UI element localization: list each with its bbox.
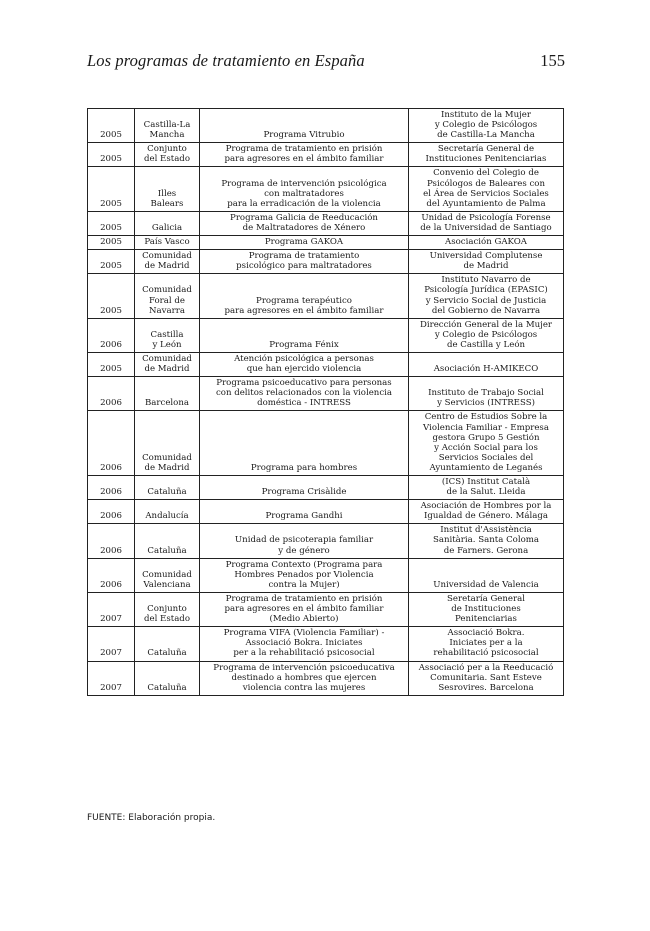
year-cell: 2005 <box>88 143 135 167</box>
region-cell: Barcelona <box>135 377 200 411</box>
source-note: FUENTE: Elaboración propia. <box>87 813 216 823</box>
program-cell: Atención psicológica a personas que han ejercido violencia <box>200 352 409 376</box>
entity-cell: Universidad de Valencia <box>409 558 564 592</box>
table-row <box>88 318 564 352</box>
entity-cell: Instituto de la Mujer y Colegio de Psicólogos de Castilla-La Mancha <box>409 109 564 143</box>
program-cell: Programa de intervención psicológica con maltratadores para la erradicación de la violencia <box>200 167 409 211</box>
table-row <box>88 476 564 500</box>
entity-cell: Associació per a la Reeducació Comunitaria. Sant Esteve Sesrovires. Barcelona <box>409 661 564 695</box>
region-cell: Andalucía <box>135 500 200 524</box>
region-cell: Cataluña <box>135 476 200 500</box>
program-cell: Programa de tratamiento en prisión para agresores en el ámbito familiar <box>200 143 409 167</box>
running-title: Los programas de tratamiento en España <box>87 51 365 70</box>
entity-cell: Institut d'Assistència Sanitària. Santa Coloma de Farners. Gerona <box>409 524 564 558</box>
program-cell: Programa GAKOA <box>200 236 409 250</box>
table-row <box>88 500 564 524</box>
table-row <box>88 411 564 476</box>
region-cell: Comunidad Foral de Navarra <box>135 274 200 318</box>
year-cell: 2006 <box>88 524 135 558</box>
entity-cell: Asociación H-AMIKECO <box>409 352 564 376</box>
entity-cell: Universidad Complutense de Madrid <box>409 250 564 274</box>
entity-cell: Secretaría General de Instituciones Penitenciarias <box>409 143 564 167</box>
program-cell: Programa VIFA (Violencia Familiar) - Associació Bokra. Iniciates per a la rehabilitació psicosocial <box>200 627 409 661</box>
region-cell: Castilla-La Mancha <box>135 109 200 143</box>
entity-cell: Instituto de Trabajo Social y Servicios (INTRESS) <box>409 377 564 411</box>
program-cell: Programa terapéutico para agresores en el ámbito familiar <box>200 274 409 318</box>
program-cell: Programa para hombres <box>200 411 409 476</box>
entity-cell: Dirección General de la Mujer y Colegio de Psicólogos de Castilla y León <box>409 318 564 352</box>
region-cell: Galicia <box>135 211 200 235</box>
table-row <box>88 524 564 558</box>
program-cell: Programa Crisàlide <box>200 476 409 500</box>
programs-table <box>87 108 564 696</box>
region-cell: Comunidad de Madrid <box>135 250 200 274</box>
table-row <box>88 236 564 250</box>
region-cell: Castilla y León <box>135 318 200 352</box>
year-cell: 2007 <box>88 661 135 695</box>
program-cell: Programa Vitrubio <box>200 109 409 143</box>
program-cell: Programa Gandhi <box>200 500 409 524</box>
region-cell: Cataluña <box>135 524 200 558</box>
running-header <box>87 51 565 71</box>
program-cell: Unidad de psicoterapia familiar y de género <box>200 524 409 558</box>
year-cell: 2006 <box>88 558 135 592</box>
entity-cell: Associació Bokra. Iniciates per a la rehabilitació psicosocial <box>409 627 564 661</box>
entity-cell: Centro de Estudios Sobre la Violencia Familiar - Empresa gestora Grupo 5 Gestión y Acción Social para los Servicios Sociales del Ayuntamiento de Leganés <box>409 411 564 476</box>
page-number: 155 <box>540 51 565 70</box>
table-row <box>88 143 564 167</box>
table-row <box>88 250 564 274</box>
region-cell: Conjunto del Estado <box>135 143 200 167</box>
year-cell: 2005 <box>88 236 135 250</box>
entity-cell: (ICS) Institut Català de la Salut. Lleida <box>409 476 564 500</box>
table-row <box>88 211 564 235</box>
year-cell: 2007 <box>88 592 135 626</box>
table-row <box>88 352 564 376</box>
table-row <box>88 627 564 661</box>
entity-cell: Convenio del Colegio de Psicólogos de Baleares con el Área de Servicios Sociales del Ayuntamiento de Palma <box>409 167 564 211</box>
program-cell: Programa Galicia de Reeducación de Maltratadores de Xénero <box>200 211 409 235</box>
year-cell: 2005 <box>88 109 135 143</box>
year-cell: 2005 <box>88 167 135 211</box>
year-cell: 2006 <box>88 318 135 352</box>
program-cell: Programa psicoeducativo para personas con delitos relacionados con la violencia doméstica - INTRESS <box>200 377 409 411</box>
region-cell: Cataluña <box>135 661 200 695</box>
entity-cell: Instituto Navarro de Psicología Jurídica (EPASIC) y Servicio Social de Justicia del Gobierno de Navarra <box>409 274 564 318</box>
program-cell: Programa Contexto (Programa para Hombres Penados por Violencia contra la Mujer) <box>200 558 409 592</box>
region-cell: País Vasco <box>135 236 200 250</box>
table-row <box>88 167 564 211</box>
year-cell: 2005 <box>88 352 135 376</box>
program-cell: Programa de tratamiento psicológico para maltratadores <box>200 250 409 274</box>
program-cell: Programa Fénix <box>200 318 409 352</box>
region-cell: Comunidad de Madrid <box>135 352 200 376</box>
year-cell: 2006 <box>88 500 135 524</box>
program-cell: Programa de intervención psicoeducativa destinado a hombres que ejercen violencia contra las mujeres <box>200 661 409 695</box>
table-row <box>88 592 564 626</box>
entity-cell: Asociación GAKOA <box>409 236 564 250</box>
table-row <box>88 109 564 143</box>
entity-cell: Seretaría General de Instituciones Penitenciarias <box>409 592 564 626</box>
programs-table-body <box>88 109 564 696</box>
entity-cell: Unidad de Psicología Forense de la Universidad de Santiago <box>409 211 564 235</box>
table-row <box>88 558 564 592</box>
region-cell: Comunidad de Madrid <box>135 411 200 476</box>
year-cell: 2006 <box>88 476 135 500</box>
region-cell: Conjunto del Estado <box>135 592 200 626</box>
table-row <box>88 377 564 411</box>
table-row <box>88 661 564 695</box>
entity-cell: Asociación de Hombres por la Igualdad de Género. Málaga <box>409 500 564 524</box>
region-cell: Cataluña <box>135 627 200 661</box>
year-cell: 2005 <box>88 211 135 235</box>
table-row <box>88 274 564 318</box>
year-cell: 2007 <box>88 627 135 661</box>
year-cell: 2005 <box>88 250 135 274</box>
year-cell: 2006 <box>88 377 135 411</box>
region-cell: Illes Balears <box>135 167 200 211</box>
program-cell: Programa de tratamiento en prisión para agresores en el ámbito familiar (Medio Abierto) <box>200 592 409 626</box>
year-cell: 2006 <box>88 411 135 476</box>
region-cell: Comunidad Valenciana <box>135 558 200 592</box>
year-cell: 2005 <box>88 274 135 318</box>
